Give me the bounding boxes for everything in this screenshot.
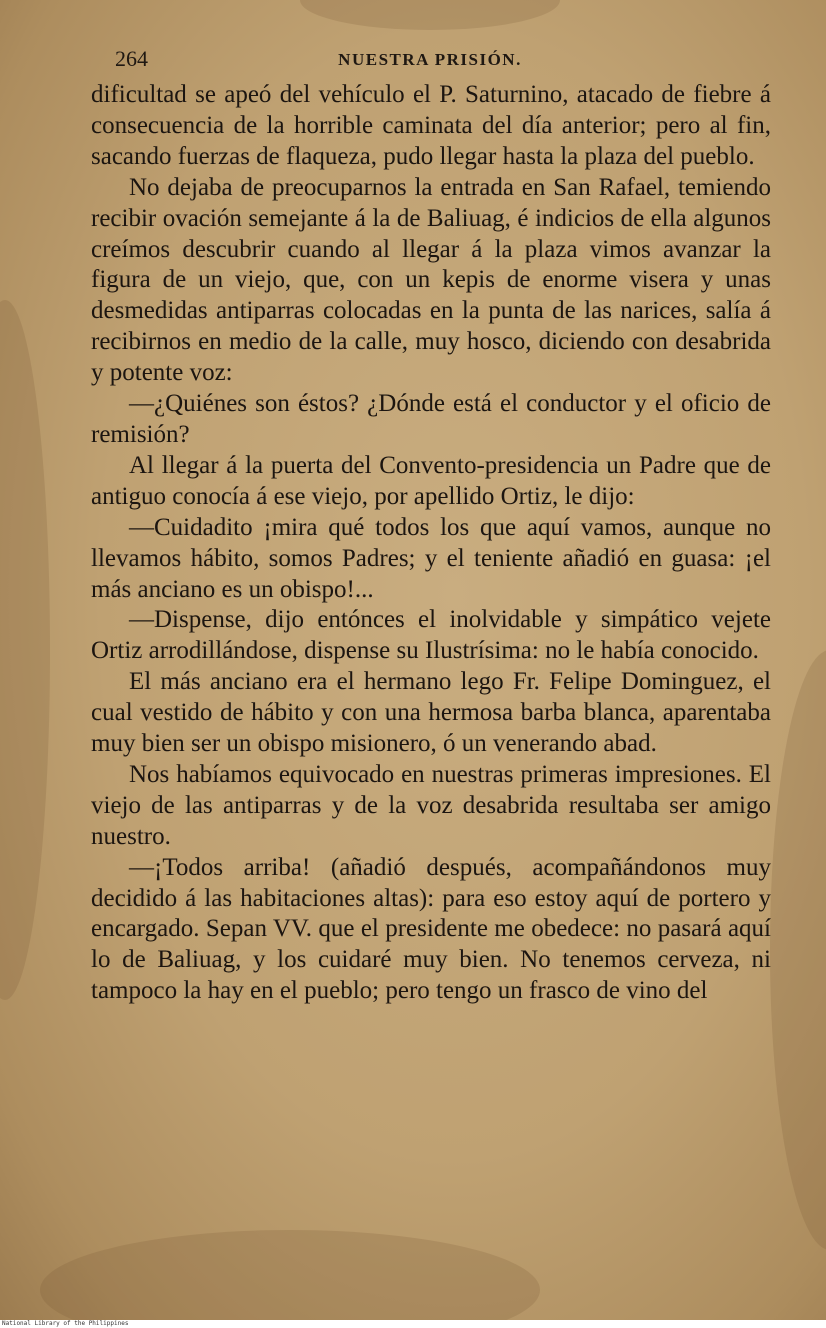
page-number: 264 (115, 46, 148, 71)
library-watermark: National Library of the Philippines (2, 1320, 129, 1327)
paragraph: —¡Todos arriba! (añadió después, acompañándonos muy decidido á las habitaciones altas): para eso estoy aquí de portero y encargado. Sepan VV. que el presidente me obedece: no pasará aquí lo de Baliuag, y los cuidaré muy bien. No tenemos cerveza, ni tampoco la hay en el pueblo; pero tengo un frasco de vino del (91, 853, 771, 1005)
paragraph: Nos habíamos equivocado en nuestras primeras impresiones. El viejo de las antiparras y de la voz desabrida resultaba ser amigo nuestro. (91, 760, 771, 850)
paper-stain (40, 1230, 540, 1320)
paragraph: dificultad se apeó del vehículo el P. Saturnino, atacado de fiebre á consecuencia de la horrible caminata del día anterior; pero al fin, sacando fuerzas de flaqueza, pudo llegar hasta la plaza del pueblo. (91, 81, 771, 170)
paragraph: Al llegar á la puerta del Convento-presidencia un Padre que de antiguo conocía á ese viejo, por apellido Ortiz, le dijo: (91, 451, 771, 510)
running-title: NUESTRA PRISIÓN. (338, 50, 522, 69)
paragraph: No dejaba de preocuparnos la entrada en San Rafael, temiendo recibir ovación semejante á la de Baliuag, é indicios de ella algunos creímos descubrir cuando al llegar á la plaza vimos avanzar la figura de un viejo, que, con un kepis de enorme visera y unas desmedidas antiparras colocadas en la punta de las narices, salía á recibirnos en medio de la calle, muy hosco, diciendo con desabrida y potente voz: (91, 173, 771, 387)
page-header (0, 44, 826, 78)
paper-stain (300, 0, 560, 30)
body-text (91, 80, 771, 1007)
paper-stain (0, 300, 50, 1000)
paragraph: El más anciano era el hermano lego Fr. Felipe Dominguez, el cual vestido de hábito y con una hermosa barba blanca, aparentaba muy bien ser un obispo misionero, ó un venerando abad. (91, 668, 771, 758)
paragraph: —Cuidadito ¡mira qué todos los que aquí vamos, aunque no llevamos hábito, somos Padres; y el teniente añadió en guasa: ¡el más anciano es un obispo!... (91, 513, 771, 603)
paper-stain (770, 650, 826, 1250)
paragraph: —Dispense, dijo entónces el inolvidable y simpático vejete Ortiz arrodillándose, dispense su Ilustrísima: no le había conocido. (91, 606, 771, 665)
paragraph: —¿Quiénes son éstos? ¿Dónde está el conductor y el oficio de remisión? (91, 390, 771, 448)
